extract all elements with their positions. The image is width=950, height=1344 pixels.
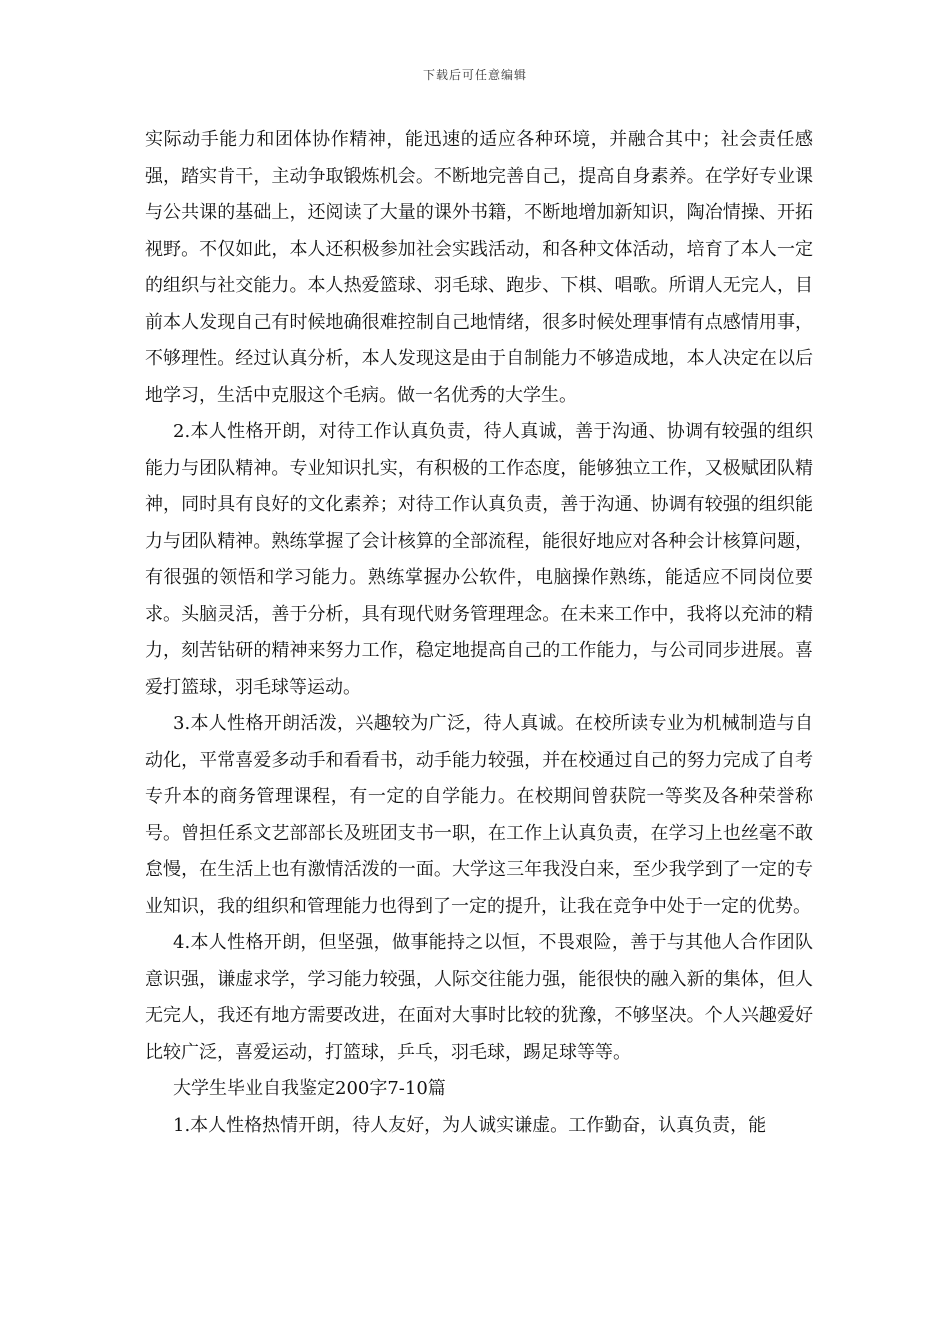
page-header: 下载后可任意编辑 [422, 68, 527, 82]
paragraph-item-1: 1.本人性格热情开朗，待人友好，为人诚实谦虚。工作勤奋，认真负责，能 [173, 1114, 767, 1136]
section-heading: 大学生毕业自我鉴定200字7-10篇 [173, 1078, 446, 1099]
document-body [145, 122, 813, 1144]
paragraph-item-3: 3.本人性格开朗活泼，兴趣较为广泛，待人真诚。在校所读专业为机械制造与自动化，平常喜爱多动手和看看书，动手能力较强，并在校通过自己的努力完成了自考专升本的商务管理课程，有一定的自学能力。在校期间曾获院一等奖及各种荣誉称号。曾担任系文艺部部长及班团支书一职，在工作上认真负责，在学习上也丝毫不敢怠慢，在生活上也有激情活泼的一面。大学这三年我没白来，至少我学到了一定的专业知识，我的组织和管理能力也得到了一定的提升，让我在竞争中处于一定的优势。 [145, 713, 813, 917]
paragraph-item-2: 2.本人性格开朗，对待工作认真负责，待人真诚，善于沟通、协调有较强的组织能力与团队精神。专业知识扎实，有积极的工作态度，能够独立工作，又极赋团队精神，同时具有良好的文化素养；对待工作认真负责，善于沟通、协调有较强的组织能力与团队精神。熟练掌握了会计核算的全部流程，能很好地应对各种会计核算问题，有很强的领悟和学习能力。熟练掌握办公软件，电脑操作熟练，能适应不同岗位要求。头脑灵活，善于分析，具有现代财务管理理念。在未来工作中，我将以充沛的精力，刻苦钻研的精神来努力工作，稳定地提高自己的工作能力，与公司同步进展。喜爱打篮球，羽毛球等运动。 [145, 421, 813, 698]
paragraph-item-4: 4.本人性格开朗，但坚强，做事能持之以恒，不畏艰险，善于与其他人合作团队意识强，谦虚求学，学习能力较强，人际交往能力强，能很快的融入新的集体，但人无完人，我还有地方需要改进，在面对大事时比较的犹豫，不够坚决。个人兴趣爱好比较广泛，喜爱运动，打篮球，乒乓，羽毛球，踢足球等等。 [145, 932, 813, 1063]
paragraph-continuation: 实际动手能力和团体协作精神，能迅速的适应各种环境，并融合其中；社会责任感强，踏实肯干，主动争取锻炼机会。不断地完善自己，提高自身素养。在学好专业课与公共课的基础上，还阅读了大量的课外书籍，不断地增加新知识，陶冶情操、开拓视野。不仅如此，本人还积极参加社会实践活动，和各种文体活动，培育了本人一定的组织与社交能力。本人热爱篮球、羽毛球、跑步、下棋、唱歌。所谓人无完人，目前本人发现自己有时候地确很难控制自己地情绪，很多时候处理事情有点感情用事，不够理性。经过认真分析，本人发现这是由于自制能力不够造成地，本人决定在以后地学习，生活中克服这个毛病。做一名优秀的大学生。 [145, 129, 813, 406]
